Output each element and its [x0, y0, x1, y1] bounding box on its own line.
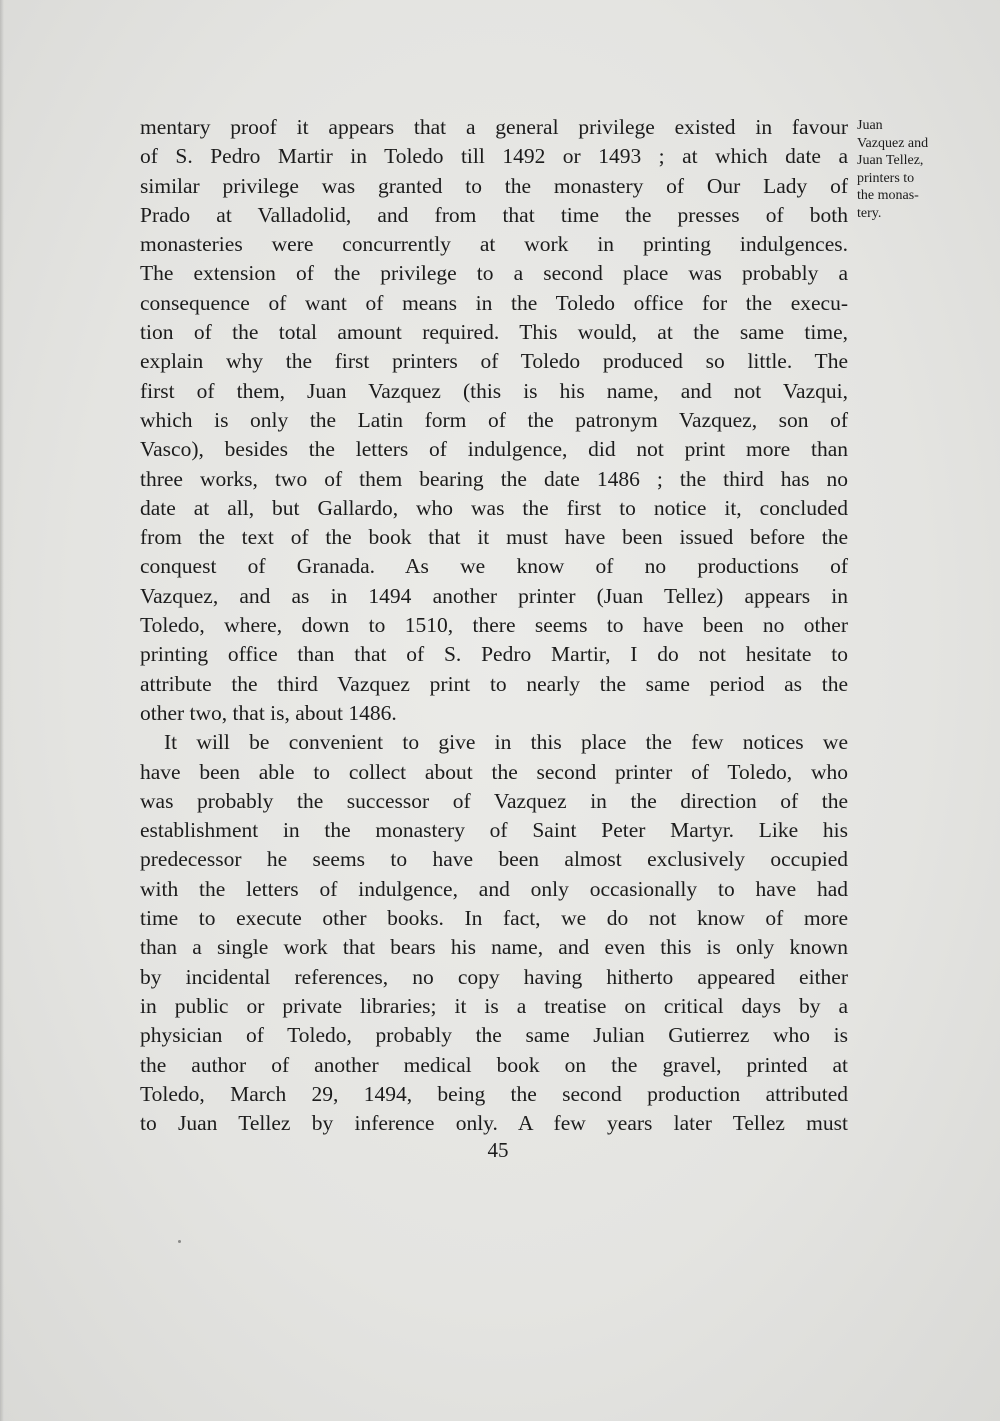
- paper-speck: [178, 1240, 181, 1243]
- text-line: Prado at Valladolid, and from that time the presses of both: [140, 202, 848, 227]
- text-line: the author of another medical book on the gravel, printed at: [140, 1052, 848, 1077]
- text-line: monasteries were concurrently at work in printing indulgences.: [140, 232, 848, 257]
- text-line: establishment in the monastery of Saint Peter Martyr. Like his: [140, 818, 848, 843]
- text-line: from the text of the book that it must have been issued before the: [140, 525, 848, 550]
- text-line: Toledo, March 29, 1494, being the second production attributed: [140, 1081, 848, 1106]
- text-line: in public or private libraries; it is a treatise on critical days by a: [140, 993, 848, 1018]
- text-line: was probably the successor of Vazquez in the direction of the: [140, 788, 848, 813]
- text-line: than a single work that bears his name, and even this is only known: [140, 935, 848, 960]
- margin-note-line: Juan Tellez,: [857, 153, 924, 168]
- text-line: attribute the third Vazquez print to nearly the same period as the: [140, 671, 848, 696]
- text-line: It will be convenient to give in this place the few notices we: [164, 730, 848, 755]
- margin-note-line: the monas-: [857, 188, 919, 203]
- text-line: date at all, but Gallardo, who was the first to notice it, concluded: [140, 495, 848, 520]
- text-line: three works, two of them bearing the date 1486 ; the third has no: [140, 466, 848, 491]
- text-line: similar privilege was granted to the monastery of Our Lady of: [140, 173, 848, 198]
- text-line: conquest of Granada. As we know of no productions of: [140, 554, 848, 579]
- text-line: of S. Pedro Martir in Toledo till 1492 or 1493 ; at which date a: [140, 144, 848, 169]
- text-line: consequence of want of means in the Toledo office for the execu-: [140, 290, 848, 315]
- text-line: predecessor he seems to have been almost exclusively occupied: [140, 847, 848, 872]
- text-line: Toledo, where, down to 1510, there seems to have been no other: [140, 613, 848, 638]
- text-line: Vasco), besides the letters of indulgence, did not print more than: [140, 437, 848, 462]
- text-line: to Juan Tellez by inference only. A few years later Tellez must: [140, 1111, 848, 1136]
- text-line: first of them, Juan Vazquez (this is his name, and not Vazqui,: [140, 378, 848, 403]
- text-line: which is only the Latin form of the patronym Vazquez, son of: [140, 407, 848, 432]
- text-line: printing office than that of S. Pedro Martir, I do not hesitate to: [140, 642, 848, 667]
- paragraph-2: [140, 728, 848, 1138]
- text-line: time to execute other books. In fact, we do not know of more: [140, 906, 848, 931]
- paragraph-1: [140, 113, 848, 728]
- text-line: The extension of the privilege to a second place was probably a: [140, 261, 848, 286]
- text-line: physician of Toledo, probably the same Julian Gutierrez who is: [140, 1023, 848, 1048]
- page-edge-shadow: [0, 0, 4, 1421]
- margin-note-line: Vazquez and: [857, 135, 929, 151]
- margin-note-line: printers to: [857, 170, 915, 186]
- text-line: with the letters of indulgence, and only occasionally to have had: [140, 876, 848, 901]
- text-line: mentary proof it appears that a general privilege existed in favour: [140, 115, 848, 139]
- text-line: tion of the total amount required. This would, at the same time,: [140, 320, 848, 345]
- text-line: have been able to collect about the second printer of Toledo, who: [140, 759, 848, 784]
- text-line: Vazquez, and as in 1494 another printer (Juan Tellez) appears in: [140, 583, 848, 608]
- page-number: 45: [487, 1138, 509, 1162]
- text-line: explain why the first printers of Toledo produced so little. The: [140, 349, 848, 374]
- margin-note-line: Juan: [857, 118, 883, 133]
- text-line: other two, that is, about 1486.: [140, 700, 397, 725]
- margin-note-line: tery.: [857, 205, 882, 221]
- main-text-block: [140, 113, 848, 1138]
- text-line: by incidental references, no copy having hitherto appeared either: [140, 964, 848, 989]
- margin-note: [857, 117, 967, 222]
